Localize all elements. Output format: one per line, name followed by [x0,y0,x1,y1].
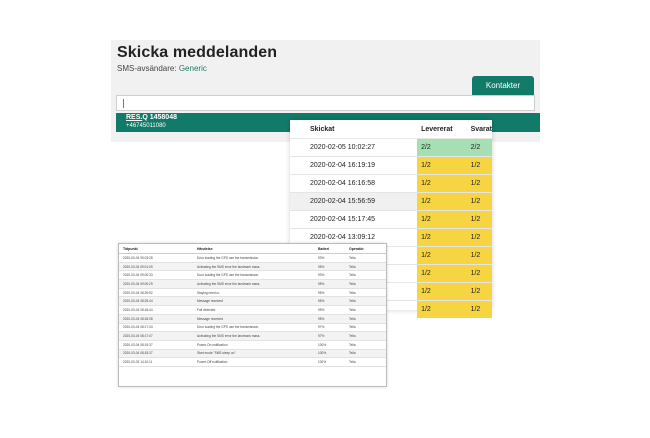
cell-time: 2020-03-04 09:00:33 [119,271,193,280]
cell-operator: Telia [345,349,386,358]
column-header-operator: Operatör [345,244,386,254]
column-header-time: Tidpunkt [119,244,193,254]
table-row[interactable] [290,157,492,175]
table-row [119,280,386,289]
table-row [119,358,386,367]
cell-delivered: 1/2 [417,157,465,175]
cell-time: 2020-03-04 08:18:08 [119,314,193,323]
cell-event: Message received [193,314,314,323]
table-row [119,340,386,349]
cell-replied: 1/2 [465,229,492,247]
cell-battery: 100% [314,349,345,358]
table-row[interactable] [290,139,492,157]
cell-time: 2020-03-04 08:17:34 [119,323,193,332]
cell-battery: 95% [314,306,345,315]
cell-event: Activating the SMS error the landmark mass. [193,332,314,341]
table-row [119,306,386,315]
column-header-event: Händelse [193,244,314,254]
cell-replied: 1/2 [465,283,492,301]
column-header-battery: Batteri [314,244,345,254]
cell-battery: 95% [314,288,345,297]
recipient-search-input[interactable] [116,95,535,111]
cell-operator: Telia [345,332,386,341]
cell-replied: 1/2 [465,157,492,175]
cell-time: 2020-03-04 08:15:37 [119,349,193,358]
table-row [119,323,386,332]
cell-replied: 2/2 [465,139,492,157]
cell-time: 2020-03-04 08:15:37 [119,340,193,349]
cell-event: Door loading the GPS use the transmission. [193,323,314,332]
cell-operator: Telia [345,271,386,280]
cell-battery: 95% [314,280,345,289]
cell-event: Start mode "SMS sleep on" [193,349,314,358]
cell-sent: 2020-02-04 16:19:19 [290,157,417,175]
cell-time: 2020-03-04 08:25:44 [119,297,193,306]
page-title: Skicka meddelanden [117,44,278,61]
cell-replied: 1/2 [465,193,492,211]
table-header-row [290,120,492,139]
table-row [119,314,386,323]
table-header-row [119,244,386,254]
cell-replied: 1/2 [465,211,492,229]
cell-battery: 97% [314,323,345,332]
cell-delivered: 1/2 [417,211,465,229]
table-row [119,332,386,341]
cell-operator: Telia [345,297,386,306]
cell-sent: 2020-02-04 15:17:45 [290,211,417,229]
cell-operator: Telia [345,306,386,315]
event-log-table [118,243,387,387]
cell-delivered: 1/2 [417,175,465,193]
contacts-button[interactable]: Kontakter [472,76,534,96]
cell-operator: Telia [345,314,386,323]
suggestion-phone: +46745011080 [126,123,166,129]
cell-event: Activating the SMS error the landmark mass. [193,262,314,271]
cell-replied: 1/2 [465,301,492,319]
table-row[interactable] [290,175,492,193]
cell-event: Door loading the GPS use the transmission. [193,271,314,280]
table-row [119,262,386,271]
column-header-sent[interactable]: Skickat [290,120,417,139]
cell-battery: 100% [314,340,345,349]
cell-operator: Telia [345,323,386,332]
cell-time: 2020-03-04 09:01:09 [119,262,193,271]
column-header-delivered[interactable]: Levererat [417,120,465,139]
sms-sender [117,64,207,73]
table-row [119,271,386,280]
cell-battery: 95% [314,297,345,306]
cell-delivered: 2/2 [417,139,465,157]
table-row[interactable] [290,211,492,229]
cell-event: Fall detected [193,306,314,315]
cell-delivered: 1/2 [417,229,465,247]
cell-operator: Telia [345,340,386,349]
cell-delivered: 1/2 [417,301,465,319]
cell-time: 2020-03-04 08:17:07 [119,332,193,341]
table-row [119,297,386,306]
cell-sent: 2020-02-05 10:02:27 [290,139,417,157]
cell-operator: Telia [345,280,386,289]
cell-event: Message received [193,297,314,306]
text-caret [123,99,124,108]
cell-delivered: 1/2 [417,193,465,211]
suggestion-name: RES.Q 1458048 [126,114,177,121]
cell-operator: Telia [345,358,386,367]
cell-event: Activating the SMS error the landmark mass. [193,280,314,289]
cell-replied: 1/2 [465,265,492,283]
cell-battery: 93% [314,254,345,263]
cell-operator: Telia [345,262,386,271]
column-header-replied[interactable]: Svarat [465,120,492,139]
table-row [119,288,386,297]
cell-time: 2020-03-03 14:10:11 [119,358,193,367]
table-row [119,349,386,358]
cell-sent: 2020-02-04 16:16:58 [290,175,417,193]
table-row [119,254,386,263]
cell-battery: 97% [314,332,345,341]
cell-sent: 2020-02-04 15:56:59 [290,193,417,211]
table-row[interactable] [290,193,492,211]
cell-event: Door loading the GPS use the transmission. [193,254,314,263]
cell-replied: 1/2 [465,247,492,265]
cell-battery: 100% [314,358,345,367]
cell-battery: 93% [314,271,345,280]
cell-time: 2020-03-04 08:26:52 [119,288,193,297]
cell-operator: Telia [345,254,386,263]
cell-sent: 2020-02-04 13:09:12 [290,229,417,247]
cell-event: Staying need ru. [193,288,314,297]
cell-battery: 95% [314,262,345,271]
cell-operator: Telia [345,288,386,297]
sms-sender-label: SMS-avsändare: [117,64,177,73]
cell-battery: 95% [314,314,345,323]
cell-time: 2020-03-04 08:18:44 [119,306,193,315]
cell-delivered: 1/2 [417,265,465,283]
cell-time: 2020-03-04 09:00:29 [119,280,193,289]
cell-event: Power-Off notification [193,358,314,367]
cell-delivered: 1/2 [417,283,465,301]
cell-replied: 1/2 [465,175,492,193]
cell-time: 2020-03-04 09:03:28 [119,254,193,263]
cell-event: Power-On notification [193,340,314,349]
cell-delivered: 1/2 [417,247,465,265]
sms-sender-link[interactable]: Generic [178,64,207,73]
